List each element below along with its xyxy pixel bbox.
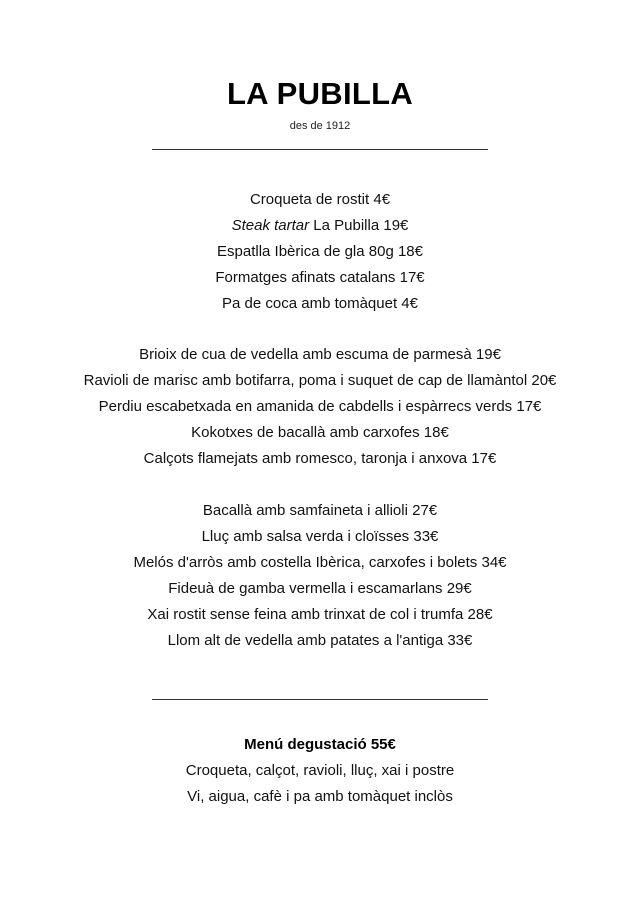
menu-item-text (222, 295, 418, 312)
menu-item-label: Calçots flamejats amb romesco, taronja i anxova 17€ (143, 450, 497, 467)
tasting-menu-line: Vi, aigua, cafè i pa amb tomàquet inclòs (187, 788, 453, 805)
menu-section-starters (0, 187, 640, 317)
menu-item-text (147, 606, 492, 623)
menu-item-text (168, 632, 473, 649)
menu-item-text (168, 580, 472, 597)
tasting-menu-title: Menú degustació 55€ (244, 736, 396, 753)
menu-item (0, 291, 640, 317)
menu-item (0, 576, 640, 602)
menu-item (0, 550, 640, 576)
menu-item-text (99, 398, 542, 415)
menu-item (0, 446, 640, 472)
menu-item (0, 524, 640, 550)
menu-item-text (191, 424, 449, 441)
menu-item-text (250, 191, 390, 208)
top-divider (152, 149, 488, 150)
menu-item-label: Llom alt de vedella amb patates a l'antiga 33€ (167, 632, 473, 649)
restaurant-subtitle: des de 1912 (289, 120, 351, 132)
menu-item-label: Melós d'arròs amb costella Ibèrica, carxofes i bolets 34€ (133, 554, 507, 571)
menu-section-main-courses (0, 498, 640, 654)
menu-item-label: Perdiu escabetxada en amanida de cabdells i espàrrecs verds 17€ (98, 398, 542, 415)
menu-item (0, 498, 640, 524)
menu-item-italic-prefix: Steak tartar (231, 217, 310, 234)
menu-item-label: Brioix de cua de vedella amb escuma de parmesà 19€ (139, 346, 501, 363)
menu-item-label: Espatlla Ibèrica de gla 80g 18€ (217, 243, 423, 260)
menu-item-label: Ravioli de marisc amb botifarra, poma i suquet de cap de llamàntol 20€ (83, 372, 557, 389)
menu-item-label: Croqueta de rostit 4€ (249, 191, 391, 208)
tasting-menu-lines (0, 758, 640, 810)
menu-item-text (203, 502, 437, 519)
menu-item-label: Kokotxes de bacallà amb carxofes 18€ (191, 424, 449, 441)
restaurant-title: LA PUBILLA (226, 76, 414, 111)
menu-item-text (139, 346, 501, 363)
menu-item-text (215, 269, 424, 286)
menu-item (0, 239, 640, 265)
bottom-divider (152, 699, 488, 700)
menu-item-label: Formatges afinats catalans 17€ (215, 269, 425, 286)
menu-item (0, 368, 640, 394)
menu-item-text (217, 243, 423, 260)
menu-item (0, 187, 640, 213)
menu-item-label: Lluç amb salsa verda i cloïsses 33€ (201, 528, 439, 545)
menu-item-label: Fideuà de gamba vermella i escamarlans 29€ (168, 580, 472, 597)
menu-item-label: Xai rostit sense feina amb trinxat de col i trumfa 28€ (147, 606, 493, 623)
menu-item (0, 265, 640, 291)
menu-item (0, 394, 640, 420)
menu-item (0, 342, 640, 368)
menu-item-text (133, 554, 506, 571)
menu-item-label: La Pubilla 19€ (309, 217, 409, 234)
menu-section-mains (0, 342, 640, 472)
menu-item-text (144, 450, 497, 467)
menu-item-text (232, 217, 409, 234)
menu-item-text (84, 372, 557, 389)
menu-item-label: Bacallà amb samfaineta i allioli 27€ (202, 502, 438, 519)
menu-item-text (202, 528, 439, 545)
menu-item-label: Pa de coca amb tomàquet 4€ (222, 295, 418, 312)
menu-item (0, 602, 640, 628)
menu-item (0, 420, 640, 446)
tasting-menu-line: Croqueta, calçot, ravioli, lluç, xai i postre (185, 762, 455, 779)
menu-item (0, 628, 640, 654)
menu-item (0, 213, 640, 239)
